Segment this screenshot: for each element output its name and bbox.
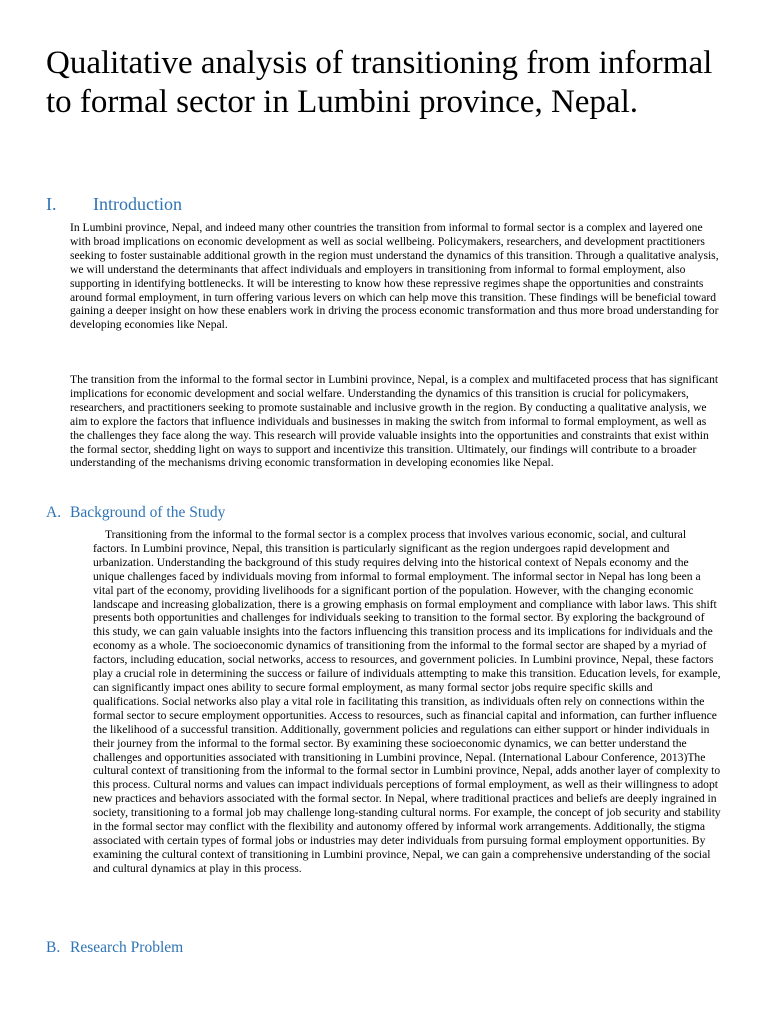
section-heading-introduction xyxy=(46,193,182,215)
subsection-number: B. xyxy=(46,939,61,956)
subsection-heading-research-problem xyxy=(46,938,183,958)
section-number: I. xyxy=(46,194,57,214)
subsection-heading-background xyxy=(46,503,225,523)
background-paragraph: Transitioning from the informal to the formal sector is a complex process that involves various economic, social, and cultural factors. In Lumbini province, Nepal, this transition is particularly significant as the region undergoes rapid development and urbanization. Understanding the background of this study requires delving into the historical context of Nepals economy and the unique challenges faced by individuals moving from informal to formal employment. The informal sector in Nepal has long been a vital part of the economy, providing livelihoods for a significant portion of the population. However, with the changing economic landscape and increasing globalization, there is a growing emphasis on formal employment and compliance with labor laws. This shift presents both opportunities and challenges for individuals seeking to transition to the formal sector. By exploring the background of this study, we can gain valuable insights into the factors influencing this transition process and its implications for individuals and the economy as a whole. The socioeconomic dynamics of transitioning from the informal to the formal sector are shaped by a myriad of factors, including education, social networks, access to resources, and government policies. In Lumbini province, Nepal, these factors play a crucial role in determining the success or failure of individuals attempting to make this transition. Education levels, for example, can significantly impact ones ability to secure formal employment, as many formal sector jobs require specific skills and qualifications. Social networks also play a vital role in facilitating this transition, as individuals often rely on connections within the formal sector to secure employment opportunities. Access to resources, such as financial capital and information, can further influence the likelihood of a successful transition. Additionally, government policies and regulations can either support or hinder individuals in their journey from the informal to the formal sector. By examining these socioeconomic dynamics, we can better understand the challenges and opportunities associated with transitioning in Lumbini province, Nepal. (International Labour Conference, 2013)The cultural context of transitioning from the informal to the formal sector in Lumbini province, Nepal, adds another layer of complexity to this process. Cultural norms and values can impact individuals perceptions of formal employment, as well as their willingness to adopt new practices and behaviors associated with the formal sector. In Nepal, where traditional practices and beliefs are deeply ingrained in society, transitioning to a formal job may challenge long-standing cultural norms. For example, the concept of job security and stability in the formal sector may conflict with the flexibility and autonomy offered by informal work arrangements. Additionally, the stigma associated with certain types of formal jobs or industries may deter individuals from pursuing formal employment opportunities. By examining the cultural context of transitioning in Lumbini province, Nepal, we can gain a comprehensive understanding of the social and cultural dynamics at play in this process. xyxy=(93,528,721,875)
introduction-paragraph-1: In Lumbini province, Nepal, and indeed many other countries the transition from informal to formal sector is a complex and layered one with broad implications on economic development as well as social wellbeing. Policymakers, researchers, and development practitioners seeking to foster sustainable additional growth in the region must understand the dynamics of this transition. Through a qualitative analysis, we will understand the determinants that affect individuals and employers in transitioning from informal to formal employment, also supporting in identifying bottlenecks. It will be interesting to know how these repressive regimes shape the opportunities and constraints around formal employment, in turn offering various levers on which can help move this transition. These findings will be beneficial toward gaining a deeper insight on how these enablers work in driving the process economic transformation and thus more broad understanding for developing economies like Nepal. xyxy=(70,221,719,332)
subsection-title: Background of the Study xyxy=(70,504,226,521)
document-title: Qualitative analysis of transitioning from informal to formal sector in Lumbini province, Nepal. xyxy=(46,45,713,120)
section-title: Introduction xyxy=(93,194,182,214)
introduction-paragraph-2: The transition from the informal to the formal sector in Lumbini province, Nepal, is a complex and multifaceted process that has significant implications for economic development and social welfare. Understanding the dynamics of this transition is crucial for policymakers, researchers, and practitioners seeking to promote sustainable and inclusive growth in the region. By conducting a qualitative analysis, we aim to explore the factors that influence individuals and businesses in making the switch from informal to formal employment, as well as the challenges they face along the way. This research will provide valuable insights into the opportunities and constraints that exist within the formal sector, shedding light on ways to support and incentivize this transition. Ultimately, our findings will contribute to a broader understanding of the mechanisms driving economic transformation in developing economies like Nepal. xyxy=(70,373,719,470)
subsection-title: Research Problem xyxy=(70,939,184,956)
subsection-number: A. xyxy=(46,504,62,521)
